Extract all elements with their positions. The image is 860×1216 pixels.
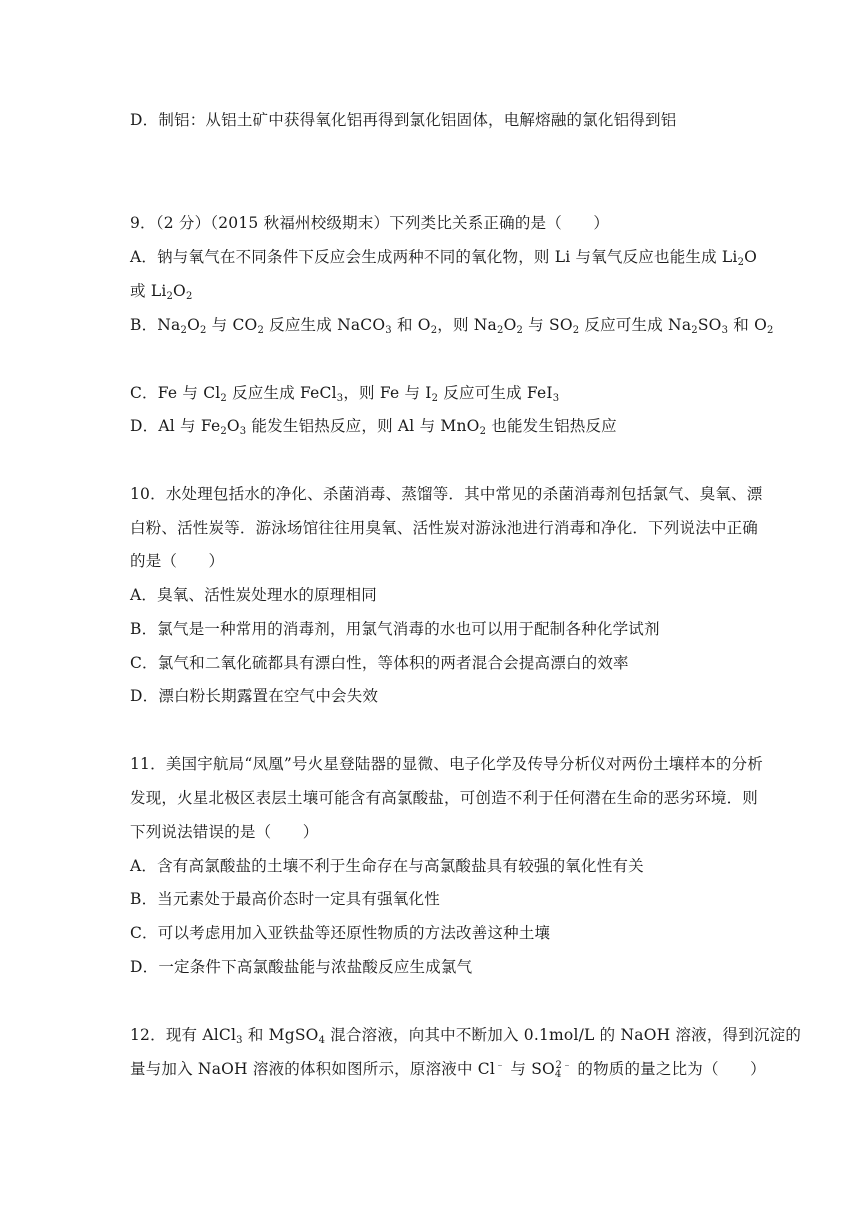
q11-stem-line2 <box>130 788 758 808</box>
q11-stem-line1 <box>130 754 763 774</box>
q9-b-p9: 反应可生成 Na <box>579 316 692 334</box>
q11-option-c <box>130 923 550 943</box>
q11-stem-text3: 下列说法错误的是（ ） <box>130 823 319 841</box>
q9-b-s2: 2 <box>199 325 207 336</box>
q9-b-s11: 2 <box>767 325 774 336</box>
q9-b-p6: ，则 Na <box>437 316 497 334</box>
q10-stem-text1: 10．水处理包括水的净化、杀菌消毒、蒸馏等．其中常见的杀菌消毒剂包括氯气、臭氧、漂 <box>130 485 763 503</box>
q9-b-s3: 2 <box>257 325 265 336</box>
q11-option-d-text: D．一定条件下高氯酸盐能与浓盐酸反应生成氯气 <box>130 958 473 976</box>
q11-option-a <box>130 856 644 876</box>
q12-l1-p2: 和 MgSO <box>242 1026 319 1044</box>
q12-l1-p3: 混合溶液，向其中不断加入 0.1mol/L 的 NaOH 溶液，得到沉淀的 <box>325 1026 802 1044</box>
q9-d-s2: 3 <box>239 426 247 437</box>
q12-l2-p2: 与 SO <box>505 1060 555 1078</box>
q9-option-a-line2 <box>130 281 193 301</box>
q9-c-p3: ，则 Fe 与 I <box>343 384 432 402</box>
q9-b-s4: 3 <box>385 325 392 336</box>
q9-c-p1: C．Fe 与 Cl <box>130 384 221 402</box>
q9-c-p2: 反应生成 FeCl <box>226 384 337 402</box>
q9-option-a-subscript: 2 <box>737 257 745 268</box>
q9-option-a2-text: 或 Li <box>130 282 167 300</box>
q9-d-p2: O <box>226 417 240 435</box>
q10-option-c-text: C．氯气和二氧化硫都具有漂白性，等体积的两者混合会提高漂白的效率 <box>130 654 629 672</box>
q9-b-p4: 反应生成 NaCO <box>264 316 386 334</box>
q9-option-a2-sub1: 2 <box>166 291 174 302</box>
q11-stem-line3 <box>130 822 318 842</box>
q9-b-s1: 2 <box>180 325 188 336</box>
q9-b-p10: SO <box>697 316 722 334</box>
q12-l1-p1: 12．现有 AlCl <box>130 1026 237 1044</box>
q9-b-p7: O <box>503 316 517 334</box>
q10-stem-line2 <box>130 518 758 538</box>
q9-option-b <box>130 315 774 335</box>
q11-stem-text1: 11．美国宇航局“凤凰”号火星登陆器的显微、电子化学及传导分析仪对两份土壤样本的分析 <box>130 755 763 773</box>
q9-d-s1: 2 <box>220 426 227 437</box>
q9-c-s3: 2 <box>431 393 439 404</box>
q9-b-p8: 与 SO <box>523 316 573 334</box>
q11-stem-text2: 发现，火星北极区表层土壤可能含有高氯酸盐，可创造不利于任何潜在生命的恶劣环境．则 <box>130 789 759 807</box>
q8-option-d-text: D．制铝：从铝土矿中获得氧化铝再得到氯化铝固体，电解熔融的氯化铝得到铝 <box>130 111 677 129</box>
q9-option-a-text: A．钠与氧气在不同条件下反应会生成两种不同的氧化物，则 Li 与氧气反应也能生成 Li <box>130 248 738 266</box>
q9-option-a-tail: O <box>744 248 758 266</box>
q9-d-s3: 2 <box>479 426 487 437</box>
q10-option-b-text: B．氯气是一种常用的消毒剂，用氯气消毒的水也可以用于配制各种化学试剂 <box>130 620 660 638</box>
q9-b-s5: 2 <box>430 325 438 336</box>
q9-d-p3: 能发生铝热反应，则 Al 与 MnO <box>246 417 480 435</box>
q10-option-c <box>130 653 629 673</box>
q12-stem-line1 <box>130 1025 801 1045</box>
q10-option-b <box>130 619 660 639</box>
q10-option-a-text: A．臭氧、活性炭处理水的原理相同 <box>130 586 377 604</box>
q12-l2-p1: 量与加入 NaOH 溶液的体积如图所示，原溶液中 Cl <box>130 1060 496 1078</box>
q9-b-s8: 2 <box>572 325 580 336</box>
q9-option-c <box>130 383 559 403</box>
q11-option-d <box>130 957 472 977</box>
q9-option-a2-sub2: 2 <box>185 291 193 302</box>
q9-option-a2-mid: O <box>173 282 186 300</box>
q9-b-p1: B．Na <box>130 316 181 334</box>
q9-b-s9: 2 <box>691 325 698 336</box>
q11-option-b <box>130 889 440 909</box>
q10-option-d-text: D．漂白粉长期露置在空气中会失效 <box>130 687 379 705</box>
q9-b-s10: 3 <box>721 325 729 336</box>
q10-stem-line3 <box>130 551 224 571</box>
q9-c-s4: 3 <box>552 393 560 404</box>
q12-l1-s1: 3 <box>236 1035 243 1046</box>
q10-stem-line1 <box>130 484 762 504</box>
q10-option-a <box>130 585 377 605</box>
q12-l2-s1: 4 <box>554 1069 562 1080</box>
q9-b-p2: O <box>187 316 200 334</box>
q9-b-p5: 和 O <box>391 316 431 334</box>
q12-l2-sup1: ﹣ <box>495 1060 506 1071</box>
q9-b-s7: 2 <box>516 325 524 336</box>
q9-c-s2: 3 <box>336 393 344 404</box>
q9-b-s6: 2 <box>497 325 504 336</box>
q10-option-d <box>130 686 378 706</box>
q9-d-p1: D．Al 与 Fe <box>130 417 221 435</box>
q12-l2-sup2: 2﹣ <box>555 1060 573 1071</box>
q9-stem-text: 9．（2 分）（2015 秋福州校级期末）下列类比关系正确的是（ ） <box>130 214 610 232</box>
q9-option-d <box>130 416 617 436</box>
q9-c-s1: 2 <box>220 393 227 404</box>
q12-stem-line2 <box>130 1059 766 1079</box>
q9-option-a-line1 <box>130 247 757 267</box>
q8-option-d <box>130 110 676 130</box>
q9-stem <box>130 213 609 233</box>
q10-stem-text3: 的是（ ） <box>130 552 225 570</box>
q9-b-p11: 和 O <box>728 316 767 334</box>
q9-b-p3: 与 CO <box>206 316 258 334</box>
q10-stem-text2: 白粉、活性炭等．游泳场馆往往用臭氧、活性炭对游泳池进行消毒和净化．下列说法中正确 <box>130 519 759 537</box>
q11-option-a-text: A．含有高氯酸盐的土壤不利于生命存在与高氯酸盐具有较强的氧化性有关 <box>130 857 644 875</box>
q11-option-b-text: B．当元素处于最高价态时一定具有强氧化性 <box>130 890 440 908</box>
q11-option-c-text: C．可以考虑用加入亚铁盐等还原性物质的方法改善这种土壤 <box>130 924 551 942</box>
q12-l2-p3: 的物质的量之比为（ ） <box>572 1060 766 1078</box>
q9-d-p4: 也能发生铝热反应 <box>486 417 617 435</box>
q9-c-p4: 反应可生成 FeI <box>438 384 553 402</box>
q12-l1-s2: 4 <box>318 1035 326 1046</box>
